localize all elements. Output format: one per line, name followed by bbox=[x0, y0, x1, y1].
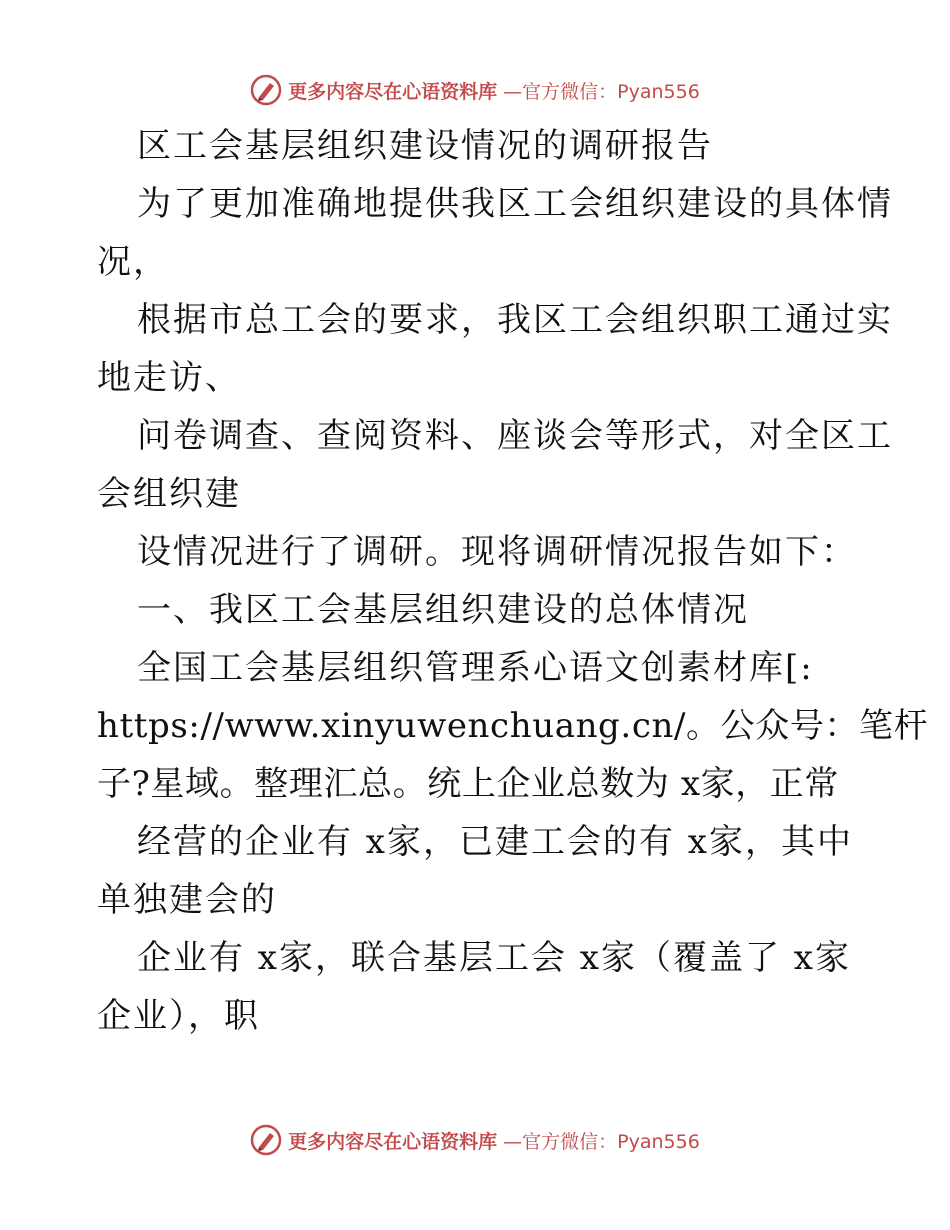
paragraph-line: 经营的企业有 x家，已建工会的有 x家，其中 bbox=[137, 822, 853, 862]
pen-logo-icon bbox=[250, 74, 282, 106]
footer-banner bbox=[0, 1120, 950, 1160]
paragraph-line: 况， bbox=[97, 242, 169, 282]
paragraph-line: 问卷调查、查阅资料、座谈会等形式，对全区工 bbox=[137, 416, 893, 456]
section-heading: 一、我区工会基层组织建设的总体情况 bbox=[137, 590, 749, 630]
header-brand-text: 更多内容尽在心语资料库 bbox=[288, 80, 498, 103]
paragraph-line: 子?星域。整理汇总。统上企业总数为 x家，正常 bbox=[97, 764, 840, 804]
paragraph-line: 会组织建 bbox=[97, 474, 241, 514]
paragraph-line: 单独建会的 bbox=[97, 880, 277, 920]
paragraph-line: 设情况进行了调研。现将调研情况报告如下： bbox=[137, 532, 857, 572]
paragraph-line: https://www.xinyuwenchuang.cn/。公众号：笔杆 bbox=[97, 706, 929, 746]
document-title: 区工会基层组织建设情况的调研报告 bbox=[137, 126, 713, 166]
header-wechat-text: —官方微信：Pyan556 bbox=[503, 80, 700, 103]
paragraph-line: 为了更加准确地提供我区工会组织建设的具体情 bbox=[137, 184, 893, 224]
paragraph-line: 地走访、 bbox=[97, 358, 241, 398]
footer-wechat-text: —官方微信：Pyan556 bbox=[503, 1130, 700, 1153]
header-banner bbox=[0, 70, 950, 110]
paragraph-line: 根据市总工会的要求，我区工会组织职工通过实 bbox=[137, 300, 893, 340]
footer-brand-text: 更多内容尽在心语资料库 bbox=[288, 1130, 498, 1153]
paragraph-line: 企业），职 bbox=[97, 996, 260, 1036]
paragraph-line: 企业有 x家，联合基层工会 x家（覆盖了 x家 bbox=[137, 938, 851, 978]
pen-logo-icon bbox=[250, 1124, 282, 1156]
paragraph-line: 全国工会基层组织管理系心语文创素材库[: bbox=[137, 648, 814, 688]
